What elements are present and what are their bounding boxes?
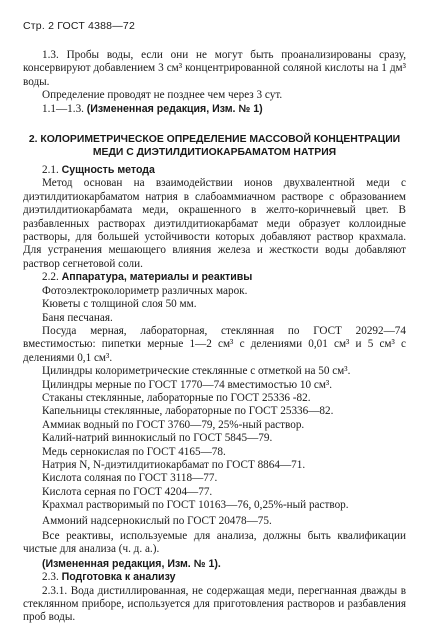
list-item: Фотоэлектроколориметр различных марок. bbox=[42, 284, 248, 297]
list-item: Аммиак водный по ГОСТ 3760—79, 25%-ный раствор. bbox=[42, 418, 305, 431]
list-item: Посуда мерная, лабораторная, стеклянная по ГОСТ 20292—74 вместимостью: пипетки мерные 1—2 см³ с делениями 0,01 см³ и 5 см³ с делениями 0,1 см³. bbox=[23, 324, 406, 364]
subsection-number: 2.2. bbox=[42, 271, 62, 284]
paragraph-1-3: 1.3. Пробы воды, если они не могут быть проанализированы сразу, консервируют добавлением 3 см³ концентрированной соляной кислоты на 1 дм³ воды. bbox=[23, 49, 406, 88]
list-item: Крахмал растворимый по ГОСТ 10163—76, 0,25%-ный раствор. bbox=[42, 499, 349, 512]
subsection-title: Аппаратура, материалы и реактивы bbox=[61, 271, 253, 284]
amendment-label: (Измененная редакция, Изм. № 1) bbox=[86, 102, 263, 115]
list-item: Кислота серная по ГОСТ 4204—77. bbox=[42, 485, 213, 498]
amendment-label: (Измененная редакция, Изм. № 1). bbox=[42, 557, 221, 570]
document-body bbox=[23, 49, 406, 625]
list-item: Кюветы с толщиной слоя 50 мм. bbox=[42, 298, 197, 311]
list-item: Натрия N, N-диэтилдитиокарбамат по ГОСТ 8864—71. bbox=[42, 458, 306, 471]
subsection-title: Подготовка к анализу bbox=[61, 571, 176, 584]
list-item: Медь сернокислая по ГОСТ 4165—78. bbox=[42, 445, 226, 458]
list-item: Кислота соляная по ГОСТ 3118—77. bbox=[42, 472, 218, 485]
amendment-ref: 1.1—1.3. bbox=[42, 102, 87, 115]
list-item: Все реактивы, используемые для анализа, должны быть квалификации чистые для анализа (ч. д. а.). bbox=[23, 530, 406, 556]
list-item: Аммоний надсернокислый по ГОСТ 20478—75. bbox=[42, 514, 272, 527]
subsection-number: 2.3. bbox=[42, 571, 62, 584]
subsection-2-1-heading bbox=[23, 164, 406, 177]
paragraph-deadline: Определение проводят не позднее чем через 3 сут. bbox=[42, 89, 283, 102]
page-header: Стр. 2 ГОСТ 4388—72 bbox=[23, 20, 135, 32]
paragraph-2-3-1: 2.3.1. Вода дистиллированная, не содержащая меди, перегнанная дважды в стеклянном приборе, используется для приготовления растворов и разбавления проб воды. bbox=[23, 584, 406, 624]
subsection-number: 2.1. bbox=[42, 164, 62, 177]
amendment-note-2 bbox=[23, 558, 406, 571]
method-description: Метод основан на взаимодействии ионов двухвалентной меди с диэтилдитиокарбаматом натрия в слабоаммиачном растворе с образованием диэтилдитиокарбамата меди, окрашенного в желто-коричневый цвет. В разбавленных растворах диэтилдитиокарбамат меди образует коллоидные растворы, для большей устойчивости которых добавляют раствор крахмала. Для устранения мешающего влияния железа и жесткости воды добавляют раствор сегнетовой соли. bbox=[23, 177, 406, 270]
amendment-note-1 bbox=[23, 103, 406, 116]
list-item: Капельницы стеклянные, лабораторные по ГОСТ 25336—82. bbox=[42, 405, 334, 418]
list-item: Баня песчаная. bbox=[42, 311, 113, 324]
list-item: Стаканы стеклянные, лабораторные по ГОСТ 25336 -82. bbox=[42, 391, 311, 404]
subsection-2-2-heading bbox=[23, 271, 406, 284]
section-2-title: 2. КОЛОРИМЕТРИЧЕСКОЕ ОПРЕДЕЛЕНИЕ МАССОВОЙ КОНЦЕНТРАЦИИ МЕДИ С ДИЭТИЛДИТИОКАРБАМАТОМ НАТРИЯ bbox=[28, 134, 401, 159]
subsection-2-3-heading bbox=[23, 571, 406, 584]
subsection-title: Сущность метода bbox=[61, 164, 155, 177]
list-item: Цилиндры мерные по ГОСТ 1770—74 вместимостью 10 см³. bbox=[42, 378, 333, 391]
list-item: Цилиндры колориметрические стеклянные с отметкой на 50 см³. bbox=[42, 365, 351, 378]
list-item: Калий-натрий виннокислый по ГОСТ 5845—79. bbox=[42, 432, 273, 445]
